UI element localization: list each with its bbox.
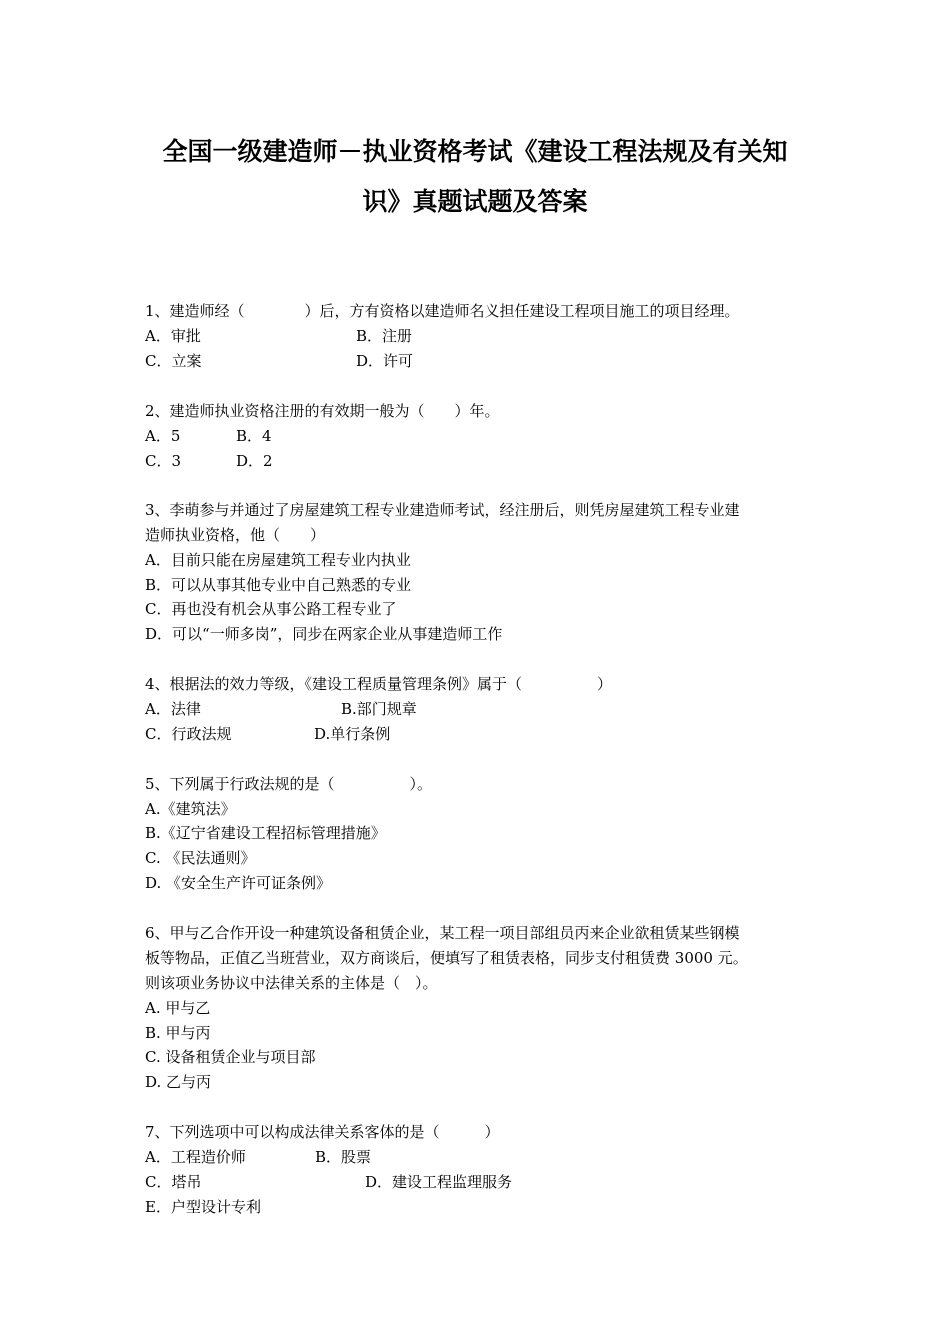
question-4-options-row-2: [145, 724, 391, 744]
question-7-option-e: E．户型设计专利: [145, 1198, 261, 1216]
option-c: C．立案: [145, 352, 202, 370]
question-2-options-row-2: [145, 451, 273, 471]
question-3-stem-line-2: 造师执业资格，他（ ）: [145, 526, 326, 544]
option-d: D．建设工程监理服务: [365, 1173, 513, 1191]
option-d: D.单行条例: [314, 725, 391, 743]
option-b: B．股票: [315, 1148, 372, 1166]
option-c: C．行政法规: [145, 725, 232, 743]
question-6-option-a: A. 甲与乙: [145, 999, 211, 1017]
option-b: B.部门规章: [341, 700, 417, 718]
question-4-stem: 4、根据法的效力等级，《建设工程质量管理条例》属于（ ）: [145, 675, 613, 693]
question-1-options-row-1: [145, 326, 413, 346]
question-3-option-d: D．可以“一师多岗”，同步在两家企业从事建造师工作: [145, 625, 503, 643]
option-c: C．3: [145, 452, 182, 470]
question-5-option-d: D. 《安全生产许可证条例》: [145, 874, 332, 892]
question-5-option-c: C. 《民法通则》: [145, 849, 256, 867]
document-title-line-2: 识》真题试题及答案: [362, 187, 588, 216]
question-6-stem-line-3: 则该项业务协议中法律关系的主体是（ ）。: [145, 974, 438, 992]
question-7-options-row-2: [145, 1172, 513, 1192]
question-6-option-b: B. 甲与丙: [145, 1024, 211, 1042]
question-3-option-a: A．目前只能在房屋建筑工程专业内执业: [145, 551, 411, 569]
question-6-stem-line-1: 6、甲与乙合作开设一种建筑设备租赁企业，某工程一项目部组员丙来企业欲租赁某些钢模: [145, 924, 740, 942]
question-4-options-row-1: [145, 699, 417, 719]
question-3-option-c: C．再也没有机会从事公路工程专业了: [145, 600, 397, 618]
option-a: A．工程造价师: [145, 1148, 246, 1166]
option-d: D．2: [236, 452, 273, 470]
question-7-options-row-1: [145, 1147, 372, 1167]
option-b: B．注册: [356, 327, 413, 345]
option-a: A．5: [145, 427, 181, 445]
question-5-stem: 5、下列属于行政法规的是（ ）。: [145, 775, 433, 793]
question-6-option-d: D. 乙与丙: [145, 1073, 212, 1091]
option-a: A．审批: [145, 327, 201, 345]
question-1-stem: 1、建造师经（ ）后，方有资格以建造师名义担任建设工程项目施工的项目经理。: [145, 302, 740, 320]
question-3-option-b: B．可以从事其他专业中自己熟悉的专业: [145, 576, 412, 594]
question-6-stem-line-2: 板等物品，正值乙当班营业，双方商谈后，便填写了租赁表格，同步支付租赁费 3000 元。: [145, 949, 748, 967]
question-5-option-a: A.《建筑法》: [145, 800, 236, 818]
option-c: C．塔吊: [145, 1173, 202, 1191]
option-a: A．法律: [145, 700, 201, 718]
option-d: D．许可: [356, 352, 414, 370]
document-title-line-1: 全国一级建造师－执业资格考试《建设工程法规及有关知: [162, 137, 788, 166]
question-7-stem: 7、下列选项中可以构成法律关系客体的是（ ）: [145, 1123, 500, 1141]
question-2-stem: 2、建造师执业资格注册的有效期一般为（ ）年。: [145, 402, 500, 420]
question-2-options-row-1: [145, 426, 272, 446]
question-5-option-b: B.《辽宁省建设工程招标管理措施》: [145, 824, 386, 842]
question-1-options-row-2: [145, 351, 414, 371]
question-3-stem-line-1: 3、李萌参与并通过了房屋建筑工程专业建造师考试，经注册后，则凭房屋建筑工程专业建: [145, 501, 740, 519]
option-b: B．4: [236, 427, 272, 445]
question-6-option-c: C. 设备租赁企业与项目部: [145, 1048, 316, 1066]
